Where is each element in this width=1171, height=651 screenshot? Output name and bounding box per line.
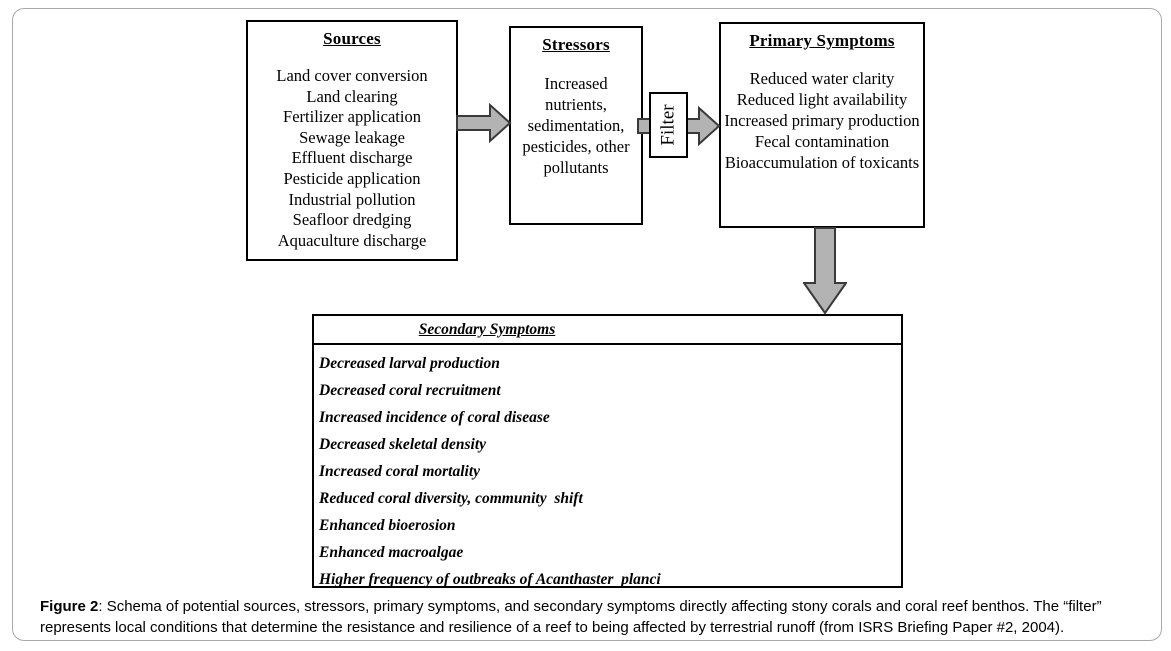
filter-box — [649, 92, 688, 158]
sources-list — [248, 66, 456, 251]
secondary-symptom-item: Decreased coral recruitment — [319, 382, 501, 399]
secondary-symptom-item: Enhanced bioerosion — [319, 517, 456, 534]
secondary-symptom-item: Increased incidence of coral disease — [319, 409, 550, 426]
sources-item: Effluent discharge — [291, 148, 413, 168]
arrow-sources-to-stressors-icon — [456, 102, 512, 144]
secondary-symptoms-list — [314, 345, 901, 593]
primary-symptoms-title: Primary Symptoms — [749, 31, 895, 50]
figure-caption — [40, 596, 1142, 638]
figure-caption-text: : Schema of potential sources, stressors, primary symptoms, and secondary symptoms directly affecting stony corals and coral reef benthos. The “filter” represents local conditions that determine the resistance and resilience of a reef to being affected by terrestrial runoff (from ISRS Briefing Paper #2, 2004). — [40, 598, 1102, 636]
sources-title: Sources — [323, 29, 381, 48]
arrow-primary-to-secondary-icon — [803, 227, 847, 315]
secondary-symptoms-box — [312, 314, 903, 588]
sources-item: Fertilizer application — [283, 107, 421, 127]
secondary-symptom-item: Reduced coral diversity, community shift — [319, 490, 583, 507]
primary-symptom-item: Reduced water clarity — [749, 69, 895, 88]
sources-item: Industrial pollution — [288, 189, 416, 209]
primary-symptom-item: Fecal contamination — [754, 132, 890, 151]
primary-symptoms-box — [719, 22, 925, 228]
figure-caption-label: Figure 2 — [40, 598, 99, 615]
sources-item: Seafloor dredging — [292, 210, 412, 230]
secondary-symptom-item: Increased coral mortality — [319, 463, 481, 480]
stressors-body: Increased nutrients, sedimentation, pesticides, other pollutants — [522, 74, 630, 177]
sources-item: Land clearing — [306, 86, 398, 106]
sources-item: Sewage leakage — [299, 127, 405, 147]
primary-symptom-item: Increased primary production — [724, 111, 920, 130]
primary-symptom-item: Reduced light availability — [736, 90, 908, 109]
stressors-title: Stressors — [542, 35, 610, 54]
primary-symptoms-list — [724, 68, 920, 173]
secondary-symptom-item: Enhanced macroalgae — [319, 544, 464, 561]
sources-box — [246, 20, 458, 261]
sources-item: Pesticide application — [283, 168, 421, 188]
filter-label: Filter — [657, 104, 679, 146]
secondary-symptoms-header — [314, 316, 901, 345]
sources-item: Aquaculture discharge — [277, 230, 427, 250]
secondary-symptom-item: Higher frequency of outbreaks of Acanthaster planci — [319, 571, 661, 588]
stressors-box — [509, 26, 643, 225]
secondary-symptoms-title: Secondary Symptoms — [418, 320, 556, 338]
primary-symptom-item: Bioaccumulation of toxicants — [724, 153, 920, 172]
sources-item: Land cover conversion — [276, 66, 428, 85]
secondary-symptom-item: Decreased skeletal density — [319, 436, 487, 453]
secondary-symptom-item: Decreased larval production — [319, 355, 500, 372]
